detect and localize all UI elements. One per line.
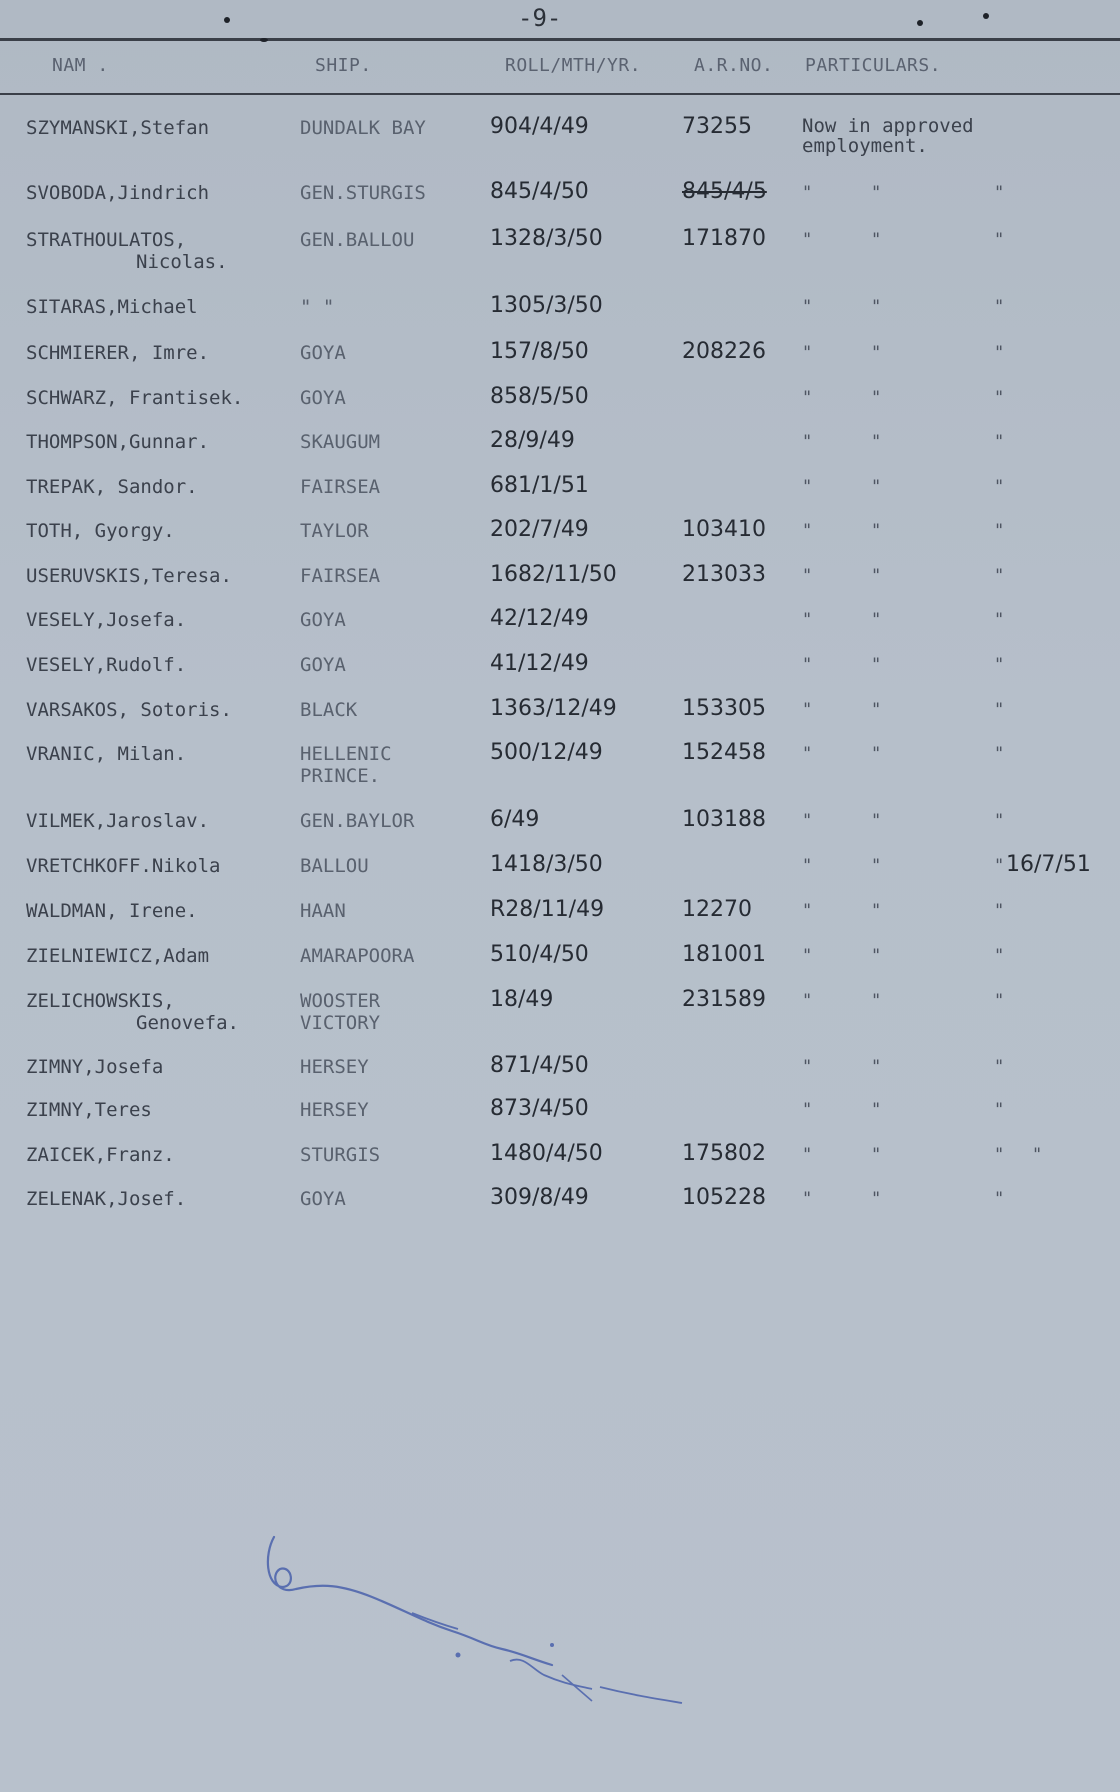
ar-number-cell: 73255 — [682, 114, 752, 139]
ship-cell-continuation: VICTORY — [300, 1012, 381, 1034]
ink-speck — [224, 17, 230, 23]
name-cell-continuation: Nicolas. — [136, 251, 228, 273]
ditto-mark: " — [994, 700, 1005, 720]
ar-number-cell: 231589 — [682, 987, 766, 1012]
ditto-mark: " — [994, 1100, 1005, 1120]
ar-number-cell: 103410 — [682, 517, 766, 542]
ditto-mark: " — [994, 297, 1005, 317]
name-cell: TOTH, Gyorgy. — [26, 520, 175, 542]
ditto-mark: " — [994, 946, 1005, 966]
handwritten-signature — [262, 1525, 692, 1715]
roll-cell: 41/12/49 — [490, 651, 589, 676]
ditto-mark: " — [871, 1145, 882, 1165]
ditto-mark: " — [871, 183, 882, 203]
name-cell: VRANIC, Milan. — [26, 743, 187, 765]
ink-speck — [917, 20, 923, 26]
column-header-name: NAM . — [52, 55, 109, 76]
ditto-mark: " — [802, 183, 813, 203]
ditto-mark: " — [994, 856, 1005, 876]
name-cell: ZIELNIEWICZ,Adam — [26, 945, 210, 967]
ditto-mark: " — [994, 744, 1005, 764]
roll-cell: 858/5/50 — [490, 384, 589, 409]
ditto-mark: " — [871, 1100, 882, 1120]
ship-cell: HAAN — [300, 900, 346, 922]
ditto-mark: " — [802, 811, 813, 831]
roll-cell: R28/11/49 — [490, 897, 605, 922]
ditto-mark: " — [994, 477, 1005, 497]
ditto-mark: " — [802, 901, 813, 921]
ditto-mark: " — [1032, 1145, 1043, 1165]
column-header-particulars: PARTICULARS. — [805, 55, 942, 76]
name-cell: ZIMNY,Josefa — [26, 1056, 164, 1078]
ditto-mark: " — [802, 1145, 813, 1165]
ar-number-cell: 103188 — [682, 807, 766, 832]
ar-number-cell: 153305 — [682, 696, 766, 721]
ditto-mark: " — [871, 901, 882, 921]
ship-cell: WOOSTER — [300, 990, 381, 1012]
roll-cell: 202/7/49 — [490, 517, 589, 542]
ditto-mark: " — [802, 521, 813, 541]
ditto-mark: " — [802, 1189, 813, 1209]
ditto-mark: " — [802, 343, 813, 363]
ditto-mark: " — [802, 946, 813, 966]
roll-cell: 1480/4/50 — [490, 1141, 603, 1166]
ditto-mark: " — [871, 521, 882, 541]
name-cell: VESELY,Josefa. — [26, 609, 187, 631]
roll-cell: 6/49 — [490, 807, 540, 832]
name-cell: SCHWARZ, Frantisek. — [26, 387, 244, 409]
ditto-mark: " — [802, 1100, 813, 1120]
ditto-mark: " — [994, 230, 1005, 250]
ship-cell: GOYA — [300, 654, 346, 676]
ditto-mark: " — [871, 811, 882, 831]
ditto-mark: " — [802, 1057, 813, 1077]
roll-cell: 873/4/50 — [490, 1096, 589, 1121]
ditto-mark: " — [871, 610, 882, 630]
ditto-mark: " — [871, 566, 882, 586]
ar-number-cell: 208226 — [682, 339, 766, 364]
ditto-mark: " — [871, 1189, 882, 1209]
ar-number-cell: 171870 — [682, 226, 766, 251]
ditto-mark: " — [871, 744, 882, 764]
roll-cell: 1328/3/50 — [490, 226, 603, 251]
roll-cell: 871/4/50 — [490, 1053, 589, 1078]
column-header-ar-no: A.R.NO. — [694, 55, 774, 76]
roll-cell: 18/49 — [490, 987, 554, 1012]
ditto-mark: " — [802, 700, 813, 720]
roll-cell: 681/1/51 — [490, 473, 589, 498]
ditto-mark: " — [871, 432, 882, 452]
ship-cell: HERSEY — [300, 1099, 369, 1121]
ditto-mark: " — [994, 566, 1005, 586]
ditto-mark: " — [871, 297, 882, 317]
ditto-mark: " — [871, 1057, 882, 1077]
ship-cell: GEN.BALLOU — [300, 229, 415, 251]
name-cell: THOMPSON,Gunnar. — [26, 431, 210, 453]
name-cell: VRETCHKOFF.Nikola — [26, 855, 221, 877]
ship-cell: STURGIS — [300, 1144, 381, 1166]
name-cell: ZELENAK,Josef. — [26, 1188, 187, 1210]
ship-cell: BALLOU — [300, 855, 369, 877]
ship-cell: GOYA — [300, 387, 346, 409]
name-cell: ZIMNY,Teres — [26, 1099, 152, 1121]
ditto-mark: " — [802, 991, 813, 1011]
roll-cell: 1682/11/50 — [490, 562, 617, 587]
name-cell: ZAICEK,Franz. — [26, 1144, 175, 1166]
ship-cell: GEN.BAYLOR — [300, 810, 415, 832]
ditto-mark: " — [994, 1145, 1005, 1165]
ditto-mark: " — [994, 1189, 1005, 1209]
extra-date-note: 16/7/51 — [1006, 852, 1091, 877]
name-cell: STRATHOULATOS, — [26, 229, 187, 251]
ditto-mark: " — [871, 946, 882, 966]
ditto-mark: " — [802, 744, 813, 764]
ditto-mark: " — [994, 811, 1005, 831]
roll-cell: 1305/3/50 — [490, 293, 603, 318]
ditto-mark: " — [994, 1057, 1005, 1077]
ditto-mark: " — [871, 856, 882, 876]
ditto-mark: " — [802, 388, 813, 408]
ditto-mark: " — [994, 343, 1005, 363]
particulars-cell: Now in approved — [802, 115, 974, 137]
name-cell: SVOBODA,Jindrich — [26, 182, 210, 204]
name-cell: VILMEK,Jaroslav. — [26, 810, 210, 832]
ditto-mark: " — [871, 700, 882, 720]
ar-number-cell: 845/4/5 — [682, 179, 767, 204]
name-cell: TREPAK, Sandor. — [26, 476, 198, 498]
ship-cell: GOYA — [300, 342, 346, 364]
ship-cell: DUNDALK BAY — [300, 117, 426, 139]
roll-cell: 157/8/50 — [490, 339, 589, 364]
name-cell: VESELY,Rudolf. — [26, 654, 187, 676]
page-number: -9- — [518, 4, 562, 32]
roll-cell: 28/9/49 — [490, 428, 575, 453]
ditto-mark: " — [994, 183, 1005, 203]
name-cell-continuation: Genovefa. — [136, 1012, 239, 1034]
name-cell: WALDMAN, Irene. — [26, 900, 198, 922]
name-cell: VARSAKOS, Sotoris. — [26, 699, 232, 721]
ditto-mark: " — [871, 343, 882, 363]
roll-cell: 42/12/49 — [490, 606, 589, 631]
ar-number-cell: 152458 — [682, 740, 766, 765]
ditto-mark: " — [802, 566, 813, 586]
name-cell: SZYMANSKI,Stefan — [26, 117, 210, 139]
roll-cell: 845/4/50 — [490, 179, 589, 204]
ditto-mark: " — [871, 991, 882, 1011]
ditto-mark: " — [994, 901, 1005, 921]
ditto-mark: " — [871, 230, 882, 250]
name-cell: USERUVSKIS,Teresa. — [26, 565, 232, 587]
name-cell: ZELICHOWSKIS, — [26, 990, 175, 1012]
name-cell: SITARAS,Michael — [26, 296, 198, 318]
ship-cell: TAYLOR — [300, 520, 369, 542]
ship-cell: GEN.STURGIS — [300, 182, 426, 204]
ship-cell: GOYA — [300, 609, 346, 631]
particulars-cell-continuation: employment. — [802, 135, 928, 157]
ditto-mark: " — [994, 521, 1005, 541]
ditto-mark: " — [994, 388, 1005, 408]
ditto-mark: " — [802, 477, 813, 497]
ditto-mark: " — [871, 388, 882, 408]
ink-speck — [260, 38, 268, 42]
ditto-mark: " — [802, 297, 813, 317]
ditto-mark: " — [871, 477, 882, 497]
roll-cell: 904/4/49 — [490, 114, 589, 139]
ar-number-cell: 105228 — [682, 1185, 766, 1210]
roll-cell: 510/4/50 — [490, 942, 589, 967]
ditto-mark: " — [802, 856, 813, 876]
ship-cell: BLACK — [300, 699, 358, 721]
header-bottom-rule — [0, 93, 1120, 95]
header-top-rule — [0, 38, 1120, 41]
roll-cell: 1363/12/49 — [490, 696, 617, 721]
ditto-mark: " — [994, 655, 1005, 675]
ship-cell: HERSEY — [300, 1056, 369, 1078]
ar-number-cell: 175802 — [682, 1141, 766, 1166]
column-header-roll: ROLL/MTH/YR. — [505, 55, 642, 76]
ink-speck — [983, 13, 989, 19]
roll-cell: 1418/3/50 — [490, 852, 603, 877]
ship-cell: AMARAPOORA — [300, 945, 415, 967]
ditto-mark: " — [994, 432, 1005, 452]
ditto-mark: " — [802, 655, 813, 675]
ship-cell: SKAUGUM — [300, 431, 381, 453]
ship-cell: GOYA — [300, 1188, 346, 1210]
name-cell: SCHMIERER, Imre. — [26, 342, 210, 364]
ship-cell-continuation: PRINCE. — [300, 765, 381, 787]
ar-number-cell: 213033 — [682, 562, 766, 587]
ditto-mark: " — [994, 991, 1005, 1011]
roll-cell: 500/12/49 — [490, 740, 603, 765]
ar-number-cell: 12270 — [682, 897, 752, 922]
column-header-ship: SHIP. — [315, 55, 372, 76]
ditto-mark: " — [802, 610, 813, 630]
ditto-mark: " — [802, 432, 813, 452]
ship-cell: FAIRSEA — [300, 565, 381, 587]
ditto-mark: " — [994, 610, 1005, 630]
ship-cell: " " — [300, 296, 335, 318]
ditto-mark: " — [871, 655, 882, 675]
roll-cell: 309/8/49 — [490, 1185, 589, 1210]
ship-cell: FAIRSEA — [300, 476, 381, 498]
ditto-mark: " — [802, 230, 813, 250]
ship-cell: HELLENIC — [300, 743, 392, 765]
ar-number-cell: 181001 — [682, 942, 766, 967]
